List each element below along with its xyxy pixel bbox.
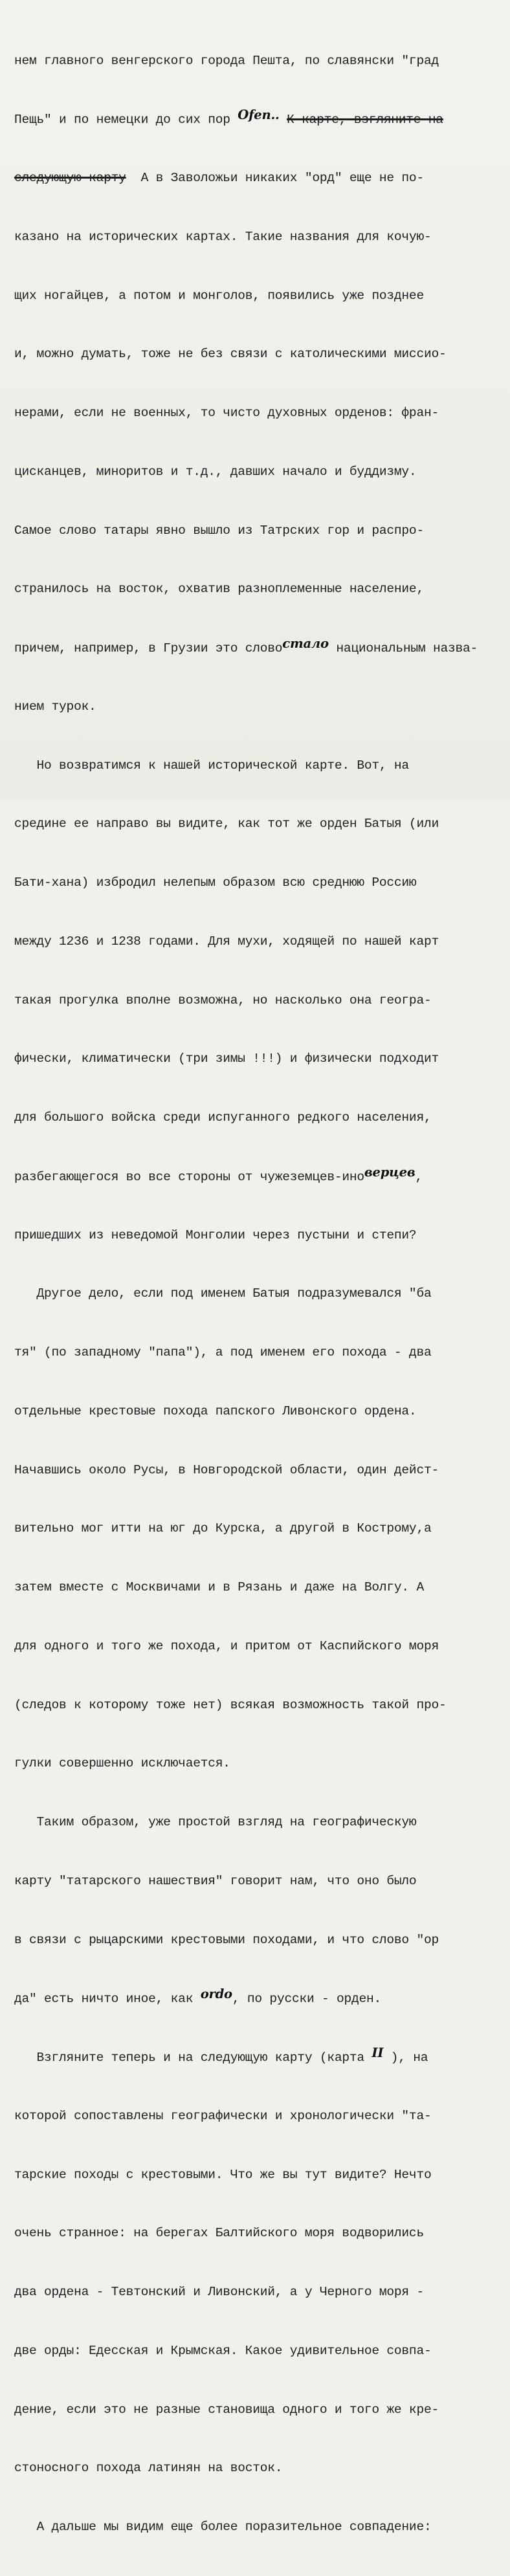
text-line: Взгляните теперь и на следующую карту (карта II ), на	[14, 2045, 428, 2065]
text-line: два ордена - Тевтонский и Ливонский, а у Черного моря -	[14, 2285, 424, 2299]
text-line: Начавшись около Русы, в Новгородской области, один дейст-	[14, 1462, 439, 1477]
handwritten-stalo: стало	[282, 636, 329, 651]
text-line: (следов к которому тоже нет) всякая возможность такой про-	[14, 1697, 447, 1712]
text-line: Самое слово татары явно вышло из Татрских гор и распро-	[14, 523, 424, 538]
text-line: Бати-хана) избродил нелепым образом всю среднюю Россию	[14, 875, 417, 890]
text-line: щих ногайцев, а потом и монголов, появились уже позднее	[14, 288, 424, 303]
text-line: Другое дело, если под именем Батыя подразумевался "ба	[14, 1286, 432, 1301]
text-line: такая прогулка вполне возможна, но насколько она геогра-	[14, 993, 432, 1007]
text-line: А дальше мы видим еще более поразительное совпадение:	[14, 2520, 432, 2534]
text-line: странилось на восток, охватив разноплеменные население,	[14, 582, 424, 597]
text-line: средине ее направо вы видите, как тот же орден Батыя (или	[14, 817, 439, 831]
text-line: Таким образом, уже простой взгляд на географическую	[14, 1815, 417, 1829]
text-line: тя" (по западному "папа"), а под именем его похода - два	[14, 1345, 432, 1360]
text-line: следующую карту А в Заволожьи никаких "орд" еще не по-	[14, 171, 424, 185]
text-line: отдельные крестовые похода папского Ливонского ордена.	[14, 1404, 417, 1418]
text-line: пришедших из неведомой Монголии через пустыни и степи?	[14, 1227, 417, 1242]
typed-text	[14, 12, 501, 2576]
text-line: причем, например, в Грузии это словостало национальным назва-	[14, 636, 478, 655]
handwritten-ofen: Ofen..	[238, 107, 280, 123]
text-line: тарские походы с крестовыми. Что же вы тут видите? Нечто	[14, 2167, 432, 2182]
text-line: две орды: Едесская и Крымская. Какое удивительное совпа-	[14, 2343, 432, 2358]
text-line: Пещь" и по немецки до сих пор Ofen.. К карте, взгляните на	[14, 107, 443, 127]
text-line: дение, если это не разные становища одного и того же кре-	[14, 2402, 439, 2417]
text-line: нем главного венгерского города Пешта, по славянски "град	[14, 53, 439, 68]
text-line: в связи с рыцарскими крестовыми походами, и что слово "ор	[14, 1932, 439, 1947]
text-line: Но возвратимся к нашей исторической карте. Вот, на	[14, 758, 409, 773]
text-line: казано на исторических картах. Такие названия для кочую-	[14, 229, 432, 244]
text-line: карту "татарского нашествия" говорит нам, что оно было	[14, 1873, 417, 1888]
handwritten-karta-number: II	[371, 2045, 384, 2060]
text-line: нерами, если не военных, то чисто духовных орденов: фран-	[14, 406, 439, 420]
text-line: стоносного похода латинян на восток.	[14, 2461, 283, 2476]
text-line: и, можно думать, тоже не без связи с католическими миссио-	[14, 347, 447, 362]
text-line: фически, климатически (три зимы !!!) и физически подходит	[14, 1051, 439, 1066]
handwritten-ordo: ordo	[200, 1987, 232, 2002]
struck-text: К карте, взгляните на	[287, 113, 443, 127]
text-line: для большого войска среди испуганного редкого населения,	[14, 1110, 432, 1125]
text-line: вительно мог итти на юг до Курска, а другой в Кострому,а	[14, 1521, 432, 1536]
text-line: гулки совершенно исключается.	[14, 1756, 230, 1771]
struck-text: следующую карту	[14, 171, 126, 185]
handwritten-verstsev: верцев	[364, 1164, 416, 1180]
text-line: цисканцев, миноритов и т.д., давших начало и буддизму.	[14, 464, 417, 479]
text-line: для одного и того же похода, и притом от Каспийского моря	[14, 1638, 439, 1653]
text-line: очень странное: на берегах Балтийского моря водворились	[14, 2226, 424, 2241]
text-line: затем вместе с Москвичами и в Рязань и даже на Волгу. А	[14, 1580, 424, 1594]
text-line: разбегающегося во все стороны от чужеземцев-иноверцев,	[14, 1164, 423, 1184]
text-line: нием турок.	[14, 699, 96, 714]
text-line: между 1236 и 1238 годами. Для мухи, ходящей по нашей карт	[14, 934, 439, 949]
text-line: да" есть ничто иное, как ordo, по русски - орден.	[14, 1987, 382, 2007]
text-line: которой сопоставлены географически и хронологически "та-	[14, 2108, 432, 2123]
